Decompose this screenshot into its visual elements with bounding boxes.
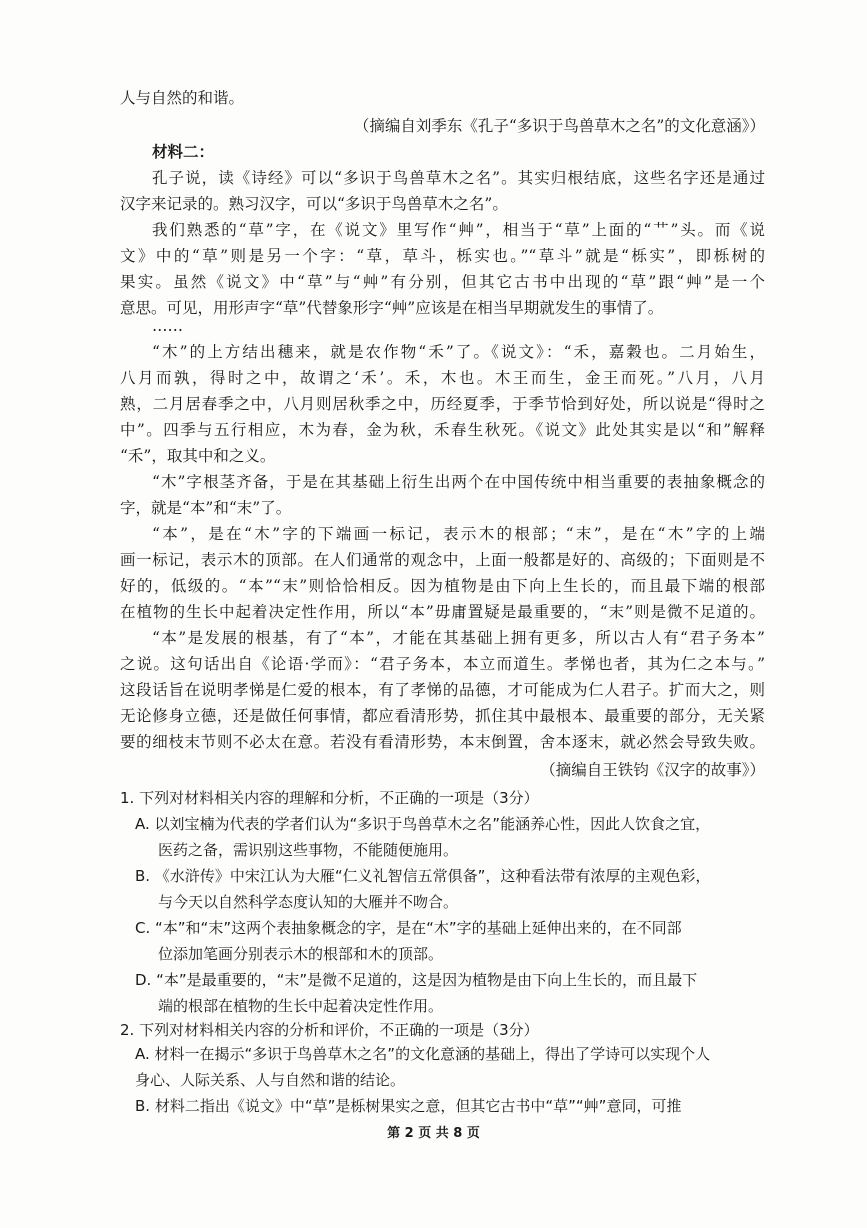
passage-line: 之说。这句话出自《论语·学而》：“君子务本，本立而道生。孝悌也者，其为仁之本与。” (120, 655, 765, 673)
q1-option-b: B. 《水浒传》中宋江认为大雁“仁义礼智信五常俱备”，这种看法带有浓厚的主观色彩， (135, 867, 711, 885)
passage-line: “禾”，取其中和之义。 (120, 447, 276, 465)
q2-option-a-cont: 身心、人际关系、人与自然和谐的结论。 (135, 1071, 406, 1089)
passage-line: 八月而孰，得时之中，故谓之‘禾’。禾，木也。木王而生，金王而死。”八月，八月 (120, 369, 765, 387)
passage-line: 意思。可见，用形声字“草”代替象形字“艸”应该是在相当早期就发生的事情了。 (120, 299, 664, 317)
passage-line: 孔子说，读《诗经》可以“多识于鸟兽草木之名”。其实归根结底，这些名字还是通过 (152, 169, 765, 187)
passage-line: 我们熟悉的“草”字，在《说文》里写作“艸”，相当于“草”上面的“艹”头。而《说 (152, 221, 765, 239)
passage-line: 好的，低级的。“本”“末”则恰恰相反。因为植物是由下向上生长的，而且最下端的根部 (120, 577, 765, 595)
passage-line: 熟，二月居春季之中，八月则居秋季之中，历经夏季，于季节恰到好处，所以说是“得时之 (120, 395, 765, 413)
q1-option-c-cont: 位添加笔画分别表示木的根部和木的顶部。 (158, 945, 444, 963)
passage-line: 在植物的生长中起着决定性作用，所以“本”毋庸置疑是最重要的，“末”则是微不足道的。 (120, 603, 765, 621)
q1-option-a: A. 以刘宝楠为代表的学者们认为“多识于鸟兽草木之名”能涵养心性，因此人饮食之宜， (135, 815, 711, 833)
q2-option-b: B. 材料二指出《说文》中“草”是栎树果实之意，但其它古书中“草”“艸”意同，可推 (135, 1097, 682, 1115)
material-2-heading: 材料二： (152, 142, 215, 161)
passage-line: 人与自然的和谐。 (120, 89, 245, 107)
q1-option-d-cont: 端的根部在植物的生长中起着决定性作用。 (158, 997, 444, 1015)
page-footer: 第 2 页 共 8 页 (387, 1126, 480, 1141)
passage-line: 文》中的“草”则是另一个字：“草，草斗，栎实也。”“草斗”就是“栎实”，即栎树的 (120, 247, 765, 265)
passage-line: 无论修身立德，还是做任何事情，都应看清形势，抓住其中最根本、最重要的部分，无关紧 (120, 707, 765, 725)
question-1-stem: 1. 下列对材料相关内容的理解和分析，不正确的一项是（3分） (120, 789, 539, 807)
question-2-stem: 2. 下列对材料相关内容的分析和评价，不正确的一项是（3分） (120, 1021, 539, 1039)
passage-line: 中”。四季与五行相应，木为春，金为秋，禾春生秋死。《说文》此处其实是以“和”解释 (120, 421, 765, 439)
passage-line: “本”，是在“木”字的下端画一标记，表示木的根部；“末”，是在“木”字的上端 (152, 525, 765, 543)
q2-option-a: A. 材料一在揭示“多识于鸟兽草木之名”的文化意涵的基础上，得出了学诗可以实现个人 (135, 1045, 711, 1063)
passage-line: 字，就是“本”和“末”了。 (120, 499, 292, 517)
source-citation-1: （摘编自刘季东《孔子“多识于鸟兽草木之名”的文化意涵》） (353, 117, 765, 135)
passage-line: “木”字根茎齐备，于是在其基础上衍生出两个在中国传统中相当重要的表抽象概念的 (152, 473, 765, 491)
q1-option-c: C. “本”和“末”这两个表抽象概念的字，是在“木”字的基础上延伸出来的，在不同部 (135, 919, 682, 937)
passage-line: “木”的上方结出穗来，就是农作物“禾”了。《说文》：“禾，嘉穀也。二月始生， (152, 343, 765, 361)
ellipsis: …… (152, 317, 183, 335)
q1-option-a-cont: 医药之备，需识别这些事物，不能随便施用。 (158, 841, 459, 859)
q1-option-b-cont: 与今天以自然科学态度认知的大雁并不吻合。 (158, 893, 459, 911)
q1-option-d: D. “本”是最重要的，“末”是微不足道的，这是因为植物是由下向上生长的，而且最下 (135, 971, 698, 989)
passage-line: 这段话旨在说明孝悌是仁爱的根本，有了孝悌的品德，才可能成为仁人君子。扩而大之，则 (120, 681, 765, 699)
passage-line: 要的细枝末节则不必太在意。若没有看清形势，本末倒置，舍本逐末，就必然会导致失败。 (120, 733, 765, 751)
passage-line: “本”是发展的根基，有了“本”，才能在其基础上拥有更多，所以古人有“君子务本” (152, 629, 765, 647)
passage-line: 果实。虽然《说文》中“草”与“艸”有分别，但其它古书中出现的“草”跟“艸”是一个 (120, 273, 765, 291)
source-citation-2: （摘编自王铁钧《汉字的故事》） (540, 761, 765, 779)
passage-line: 汉字来记录的。熟习汉字，可以“多识于鸟兽草木之名”。 (120, 195, 508, 213)
passage-line: 画一标记，表示木的顶部。在人们通常的观念中，上面一般都是好的、高级的；下面则是不 (120, 551, 765, 569)
